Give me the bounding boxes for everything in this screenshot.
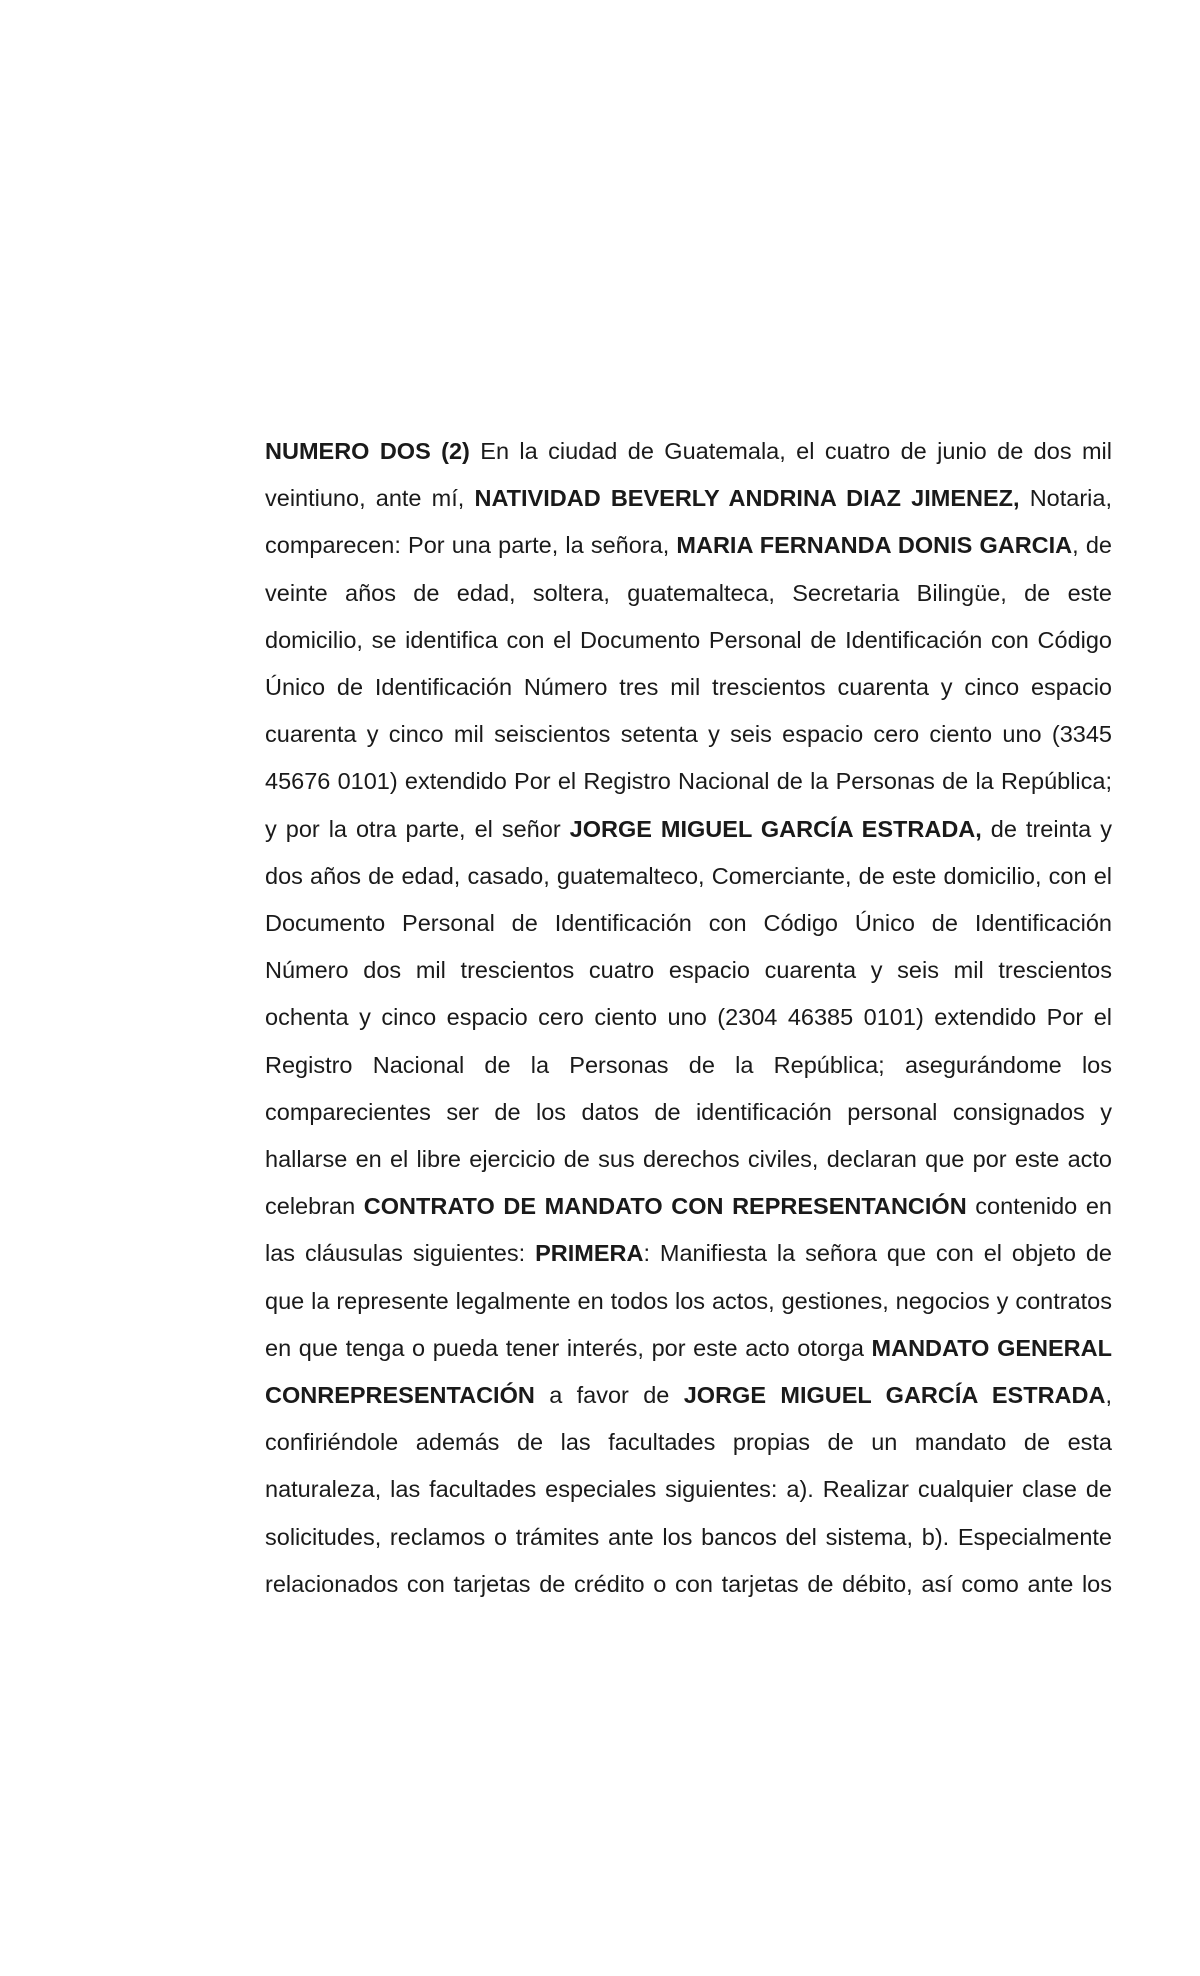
deed-paragraph: [265, 428, 1112, 1608]
grantor-name: MARIA FERNANDA DONIS GARCIA: [676, 532, 1073, 559]
deed-text: , confiriéndole además de las facultades propias de un mandato de esta naturaleza, las facultades especiales siguientes: a). Realizar cualquier clase de solicitudes, reclamos o trámites ante los bancos del sistema, b). Especialmente relacionados con tarjetas de crédito o con tarjetas de débito, así como ante los: [265, 1382, 1112, 1597]
notary-name: NATIVIDAD BEVERLY ANDRINA DIAZ JIMENEZ,: [474, 485, 1020, 512]
deed-text: : Manifiesta la señora que con el objeto de que la represente legalmente en todos los actos, gestiones, negocios y contratos en que tenga o pueda tener interés, por este acto otorga: [265, 1240, 1112, 1361]
clause-first-heading: PRIMERA: [535, 1240, 644, 1267]
mandate-type: MANDATO GENERAL CONREPRESENTACIÓN: [265, 1334, 1112, 1409]
deed-text: contenido en las cláusulas siguientes:: [265, 1193, 1112, 1267]
agent-name: JORGE MIGUEL GARCÍA ESTRADA,: [569, 815, 982, 842]
agent-name-repeat: JORGE MIGUEL GARCÍA ESTRADA: [683, 1382, 1106, 1409]
deed-text: de treinta y dos años de edad, casado, guatemalteco, Comerciante, de este domicilio, con el Documento Personal de Identificación con Código Único de Identificación Número dos mil trescientos cuatro espacio cuarenta y seis mil trescientos ochenta y cinco espacio cero ciento uno (2304 46385 0101) extendido Por el Registro Nacional de la Personas de la República; asegurándome los comparecientes ser de los datos de identificación personal consignados y hallarse en el libre ejercicio de sus derechos civiles, declaran que por este acto celebran: [265, 815, 1112, 1220]
deed-text: En la ciudad de Guatemala, el cuatro de junio de dos mil veintiuno, ante mí,: [265, 438, 1112, 512]
deed-text: a favor de: [534, 1382, 684, 1409]
deed-text: Notaria, comparecen: Por una parte, la señora,: [265, 485, 1112, 559]
contract-title: CONTRATO DE MANDATO CON REPRESENTANCIÓN: [363, 1193, 967, 1220]
deed-text: , de veinte años de edad, soltera, guatemalteca, Secretaria Bilingüe, de este domicilio, se identifica con el Documento Personal de Identificación con Código Único de Identificación Número tres mil trescientos cuarenta y cinco espacio cuarenta y cinco mil seiscientos setenta y seis espacio cero ciento uno (3345 45676 0101) extendido Por el Registro Nacional de la Personas de la República; y por la otra parte, el señor: [265, 532, 1112, 842]
deed-number-heading: NUMERO DOS (2): [265, 438, 470, 464]
